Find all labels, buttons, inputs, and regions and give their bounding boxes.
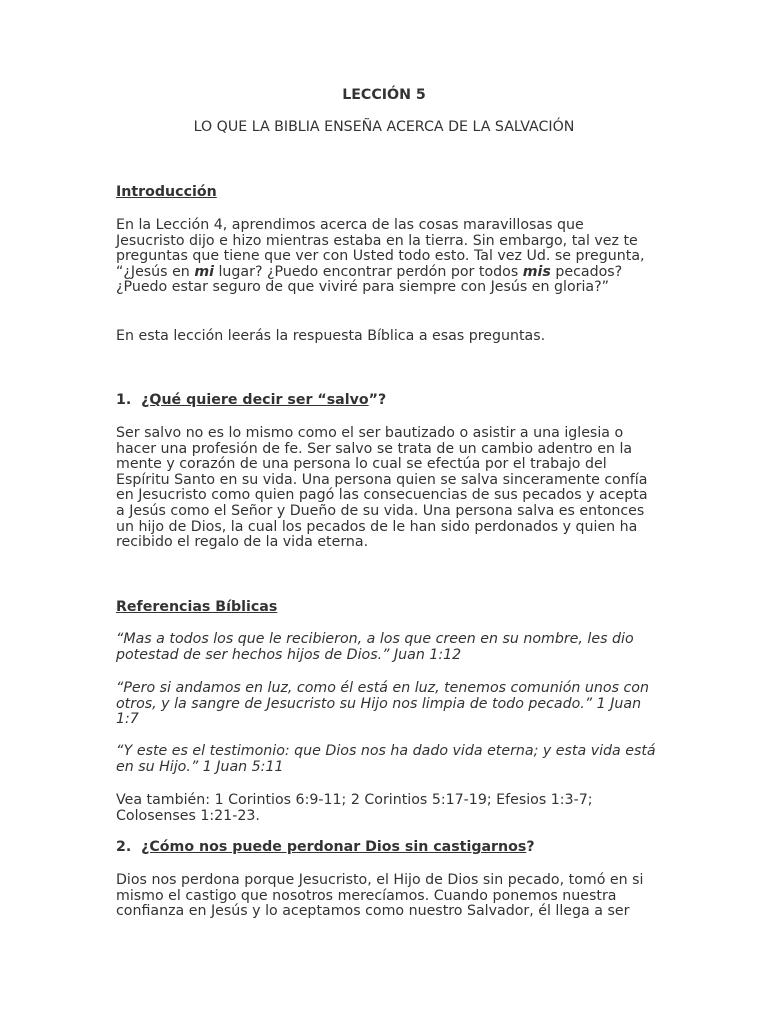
- section2-number: 2.: [116, 839, 132, 855]
- intro-paragraph: [116, 218, 656, 296]
- reference-quote-2: “Pero si andamos en luz, como él está en luz, tenemos comunión unos con otros, y la sangre de Jesucristo su Hijo nos limpia de todo pecado.” 1 Juan 1:7: [116, 680, 649, 728]
- section1-title-a: ¿Qué quiere decir ser “: [141, 392, 327, 408]
- see-also: Vea también: 1 Corintios 6:9-11; 2 Corintios 5:17-19; Efesios 1:3-7; Colosenses 1:21-23.: [116, 792, 593, 824]
- lesson-title: LECCIÓN 5: [342, 87, 426, 103]
- lesson-subtitle: LO QUE LA BIBLIA ENSEÑA ACERCA DE LA SALVACIÓN: [193, 119, 575, 135]
- section1-heading: [116, 393, 656, 409]
- section1-body: Ser salvo no es lo mismo como el ser bautizado o asistir a una iglesia o hacer una profesión de fe. Ser salvo se trata de un cambio adentro en la mente y corazón de una persona lo cual se efectúa por el trabajo del Espíritu Santo en su vida. Una persona quien se salva sinceramente confía en Jesucristo como quien pagó las consecuencias de sus pecados y acepta a Jesús como el Señor y Dueño de su vida. Una persona salva es entonces un hijo de Dios, la cual los pecados de le han sido perdonados y quien ha recibido el regalo de la vida eterna.: [116, 425, 648, 551]
- intro-heading: Introducción: [116, 184, 217, 200]
- section2-title-end: ?: [526, 839, 535, 855]
- section2-heading: [116, 840, 656, 856]
- section1-number: 1.: [116, 392, 132, 408]
- intro-paragraph-2: En esta lección leerás la respuesta Bíblica a esas preguntas.: [116, 328, 546, 344]
- reference-quote-3: “Y este es el testimonio: que Dios nos ha dado vida eterna; y esta vida está en su Hijo.” 1 Juan 5:11: [116, 743, 656, 775]
- emphasis-mi: mi: [194, 263, 214, 280]
- section1-title: [141, 392, 368, 408]
- section1-title-salvo: salvo: [326, 392, 369, 408]
- references-heading: Referencias Bíblicas: [116, 599, 278, 615]
- section2-title: ¿Cómo nos puede perdonar Dios sin castigarnos: [141, 839, 527, 855]
- intro-text-a: En la Lección 4, aprendimos acerca de las cosas maravillosas que Jesucristo dijo e hizo mientras estaba en la tierra. Sin embargo, tal vez te preguntas que tiene que ver con Usted todo esto. Tal vez Ud. se pregunta, “¿Jesús en: [116, 217, 645, 280]
- section1-title-b: ”?: [368, 392, 387, 408]
- reference-quote-1: “Mas a todos los que le recibieron, a los que creen en su nombre, les dio potestad de ser hechos hijos de Dios.” Juan 1:12: [116, 631, 634, 663]
- emphasis-mis: mis: [522, 263, 551, 280]
- intro-text-c: pecados? ¿Puedo estar seguro de que viviré para siempre con Jesús en gloria?”: [116, 263, 623, 296]
- section2-body: Dios nos perdona porque Jesucristo, el Hijo de Dios sin pecado, tomó en si mismo el castigo que nosotros merecíamos. Cuando ponemos nuestra confianza en Jesús y lo aceptamos como nuestro Salvador, él llega a ser: [116, 872, 644, 920]
- intro-text-b: lugar? ¿Puedo encontrar perdón por todos: [213, 263, 523, 280]
